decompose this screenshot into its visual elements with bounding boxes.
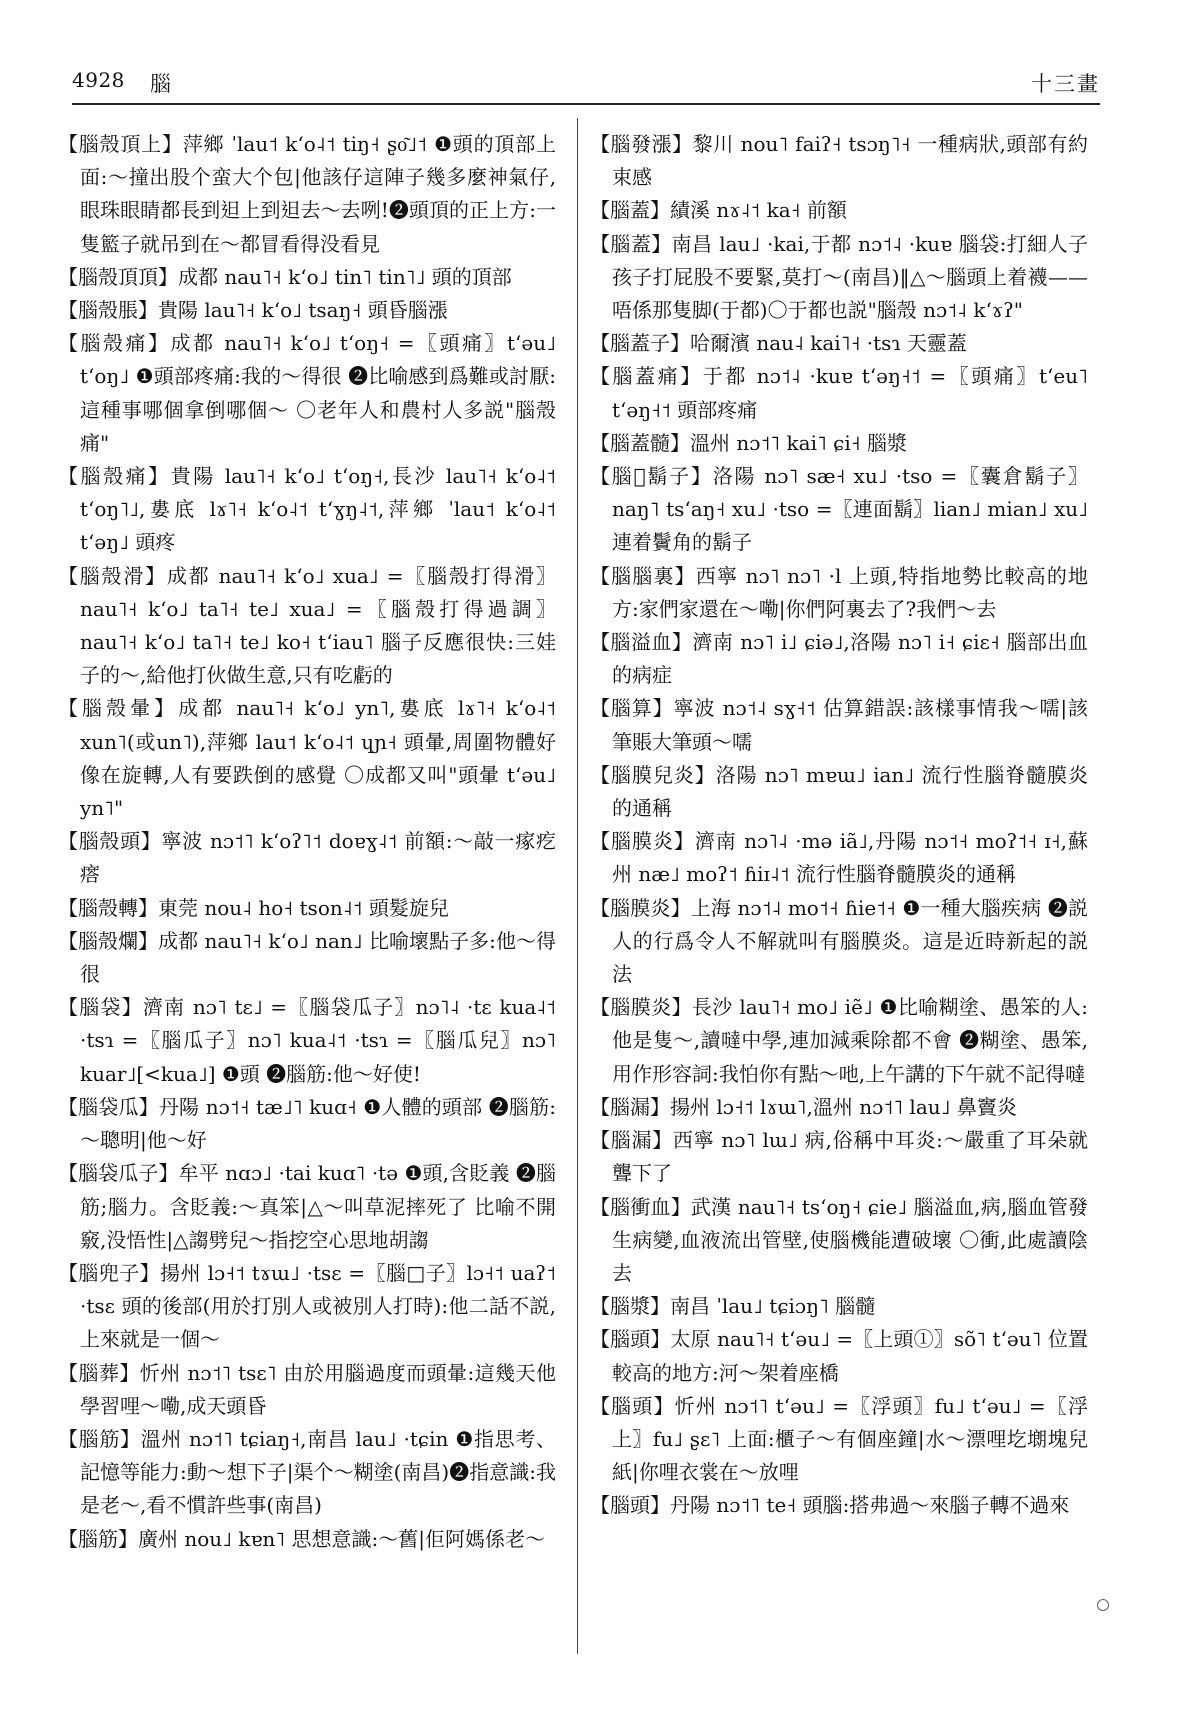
dictionary-entry: 【腦袋瓜子】牟平 nɑɔ˩ ·tai kuɑ˥ ·tə ❶頭,含貶義 ❷腦筋;腦力。含貶義:～真笨|△～叫草泥摔死了 比喻不開竅,没悟性|△謅劈兒～指挖空心思地胡謅 — [58, 1161, 556, 1252]
dictionary-entry: 【腦殼痛】貴陽 lau˥˧ kʻo˩ tʻoŋ˧,長沙 lau˥˧ kʻo˨˦ tʻoŋ˥˩,婁底 lɤ˥˧ kʻo˨˦ tʻɣŋ˨˦,萍鄉 ˈlau˦ kʻo˨˦ tʻəŋ˩ 頭疼 — [58, 464, 556, 555]
dictionary-entry: 【腦溢血】濟南 nɔ˥ i˩ ɕiə˩,洛陽 nɔ˥ i˧ ɕiɛ˧ 腦部出血的病症 — [590, 630, 1088, 688]
dictionary-entry: 【腦𩪏鬍子】洛陽 nɔ˥ sæ˧ xu˩ ·tso =〖囊倉鬍子〗naŋ˥ tsʻaŋ˧ xu˩ ·tso =〖連面鬍〗lian˩ mian˩ xu˩ 連着鬢角的鬍子 — [590, 464, 1088, 555]
dictionary-entry: 【腦殼滑】成都 nau˥˧ kʻo˩ xua˩ =〖腦殼打得滑〗nau˥˧ kʻo˩ ta˥˧ te˩ xua˩ =〖腦殼打得過調〗nau˥˧ kʻo˩ ta˥˧ te˩ ko˧ tʻiau˥ 腦子反應很快:三娃子的～,給他打伙做生意,只有吃虧的 — [58, 563, 556, 688]
dictionary-entry: 【腦筋】廣州 nou˩ kɐn˥ 思想意識:～舊|佢阿媽係老～ — [58, 1526, 546, 1551]
dictionary-entry: 【腦膜炎】長沙 lau˥˧ mo˩ iẽ˩ ❶比喻糊塗、愚笨的人:他是隻～,讀噠中學,連加減乘除都不會 ❷糊塗、愚笨,用作形容詞:我怕你有點～吔,上午講的下午就不記得噠 — [590, 995, 1088, 1086]
dictionary-entry: 【腦漿】南昌 ˈlau˩ tɕiɔŋ˥ 腦髓 — [590, 1294, 876, 1319]
page-number: 4928 — [72, 68, 125, 92]
stroke-count-section: 十三畫 — [1031, 72, 1100, 96]
print-mark-circle-icon — [1097, 1599, 1109, 1611]
dictionary-entry: 【腦蓋髓】溫州 nɔ˦˥ kai˥ ɕi˧ 腦漿 — [590, 430, 908, 455]
dictionary-entry: 【腦袋】濟南 nɔ˥ tɛ˩ =〖腦袋瓜子〗nɔ˥˨ ·tɛ kua˨˦ ·tsɿ =〖腦瓜子〗nɔ˥ kua˨˦ ·tsɿ =〖腦瓜兒〗nɔ˥ kuar˩[<kua˩] ❶頭 ❷腦筋:他～好使! — [58, 995, 556, 1086]
dictionary-entry: 【腦腦裏】西寧 nɔ˥ nɔ˥ ·l 上頭,特指地勢比較高的地方:家們家還在～嘞|你們阿裏去了?我們～去 — [590, 563, 1088, 621]
dictionary-entry: 【腦蓋】績溪 nɤ˨˦ ka˧ 前額 — [590, 198, 847, 223]
dictionary-entry: 【腦殼暈】成都 nau˥˧ kʻo˩ yn˥,婁底 lɤ˥˧ kʻo˨˦ xun˥(或un˥),萍鄉 lau˦ kʻo˨˦ ɥɲ˧ 頭暈,周圍物體好像在旋轉,人有要跌倒的感覺 〇成都又叫"頭暈 tʻəu˩ yn˥" — [58, 696, 556, 821]
dictionary-entry: 【腦頭】忻州 nɔ˦˥ tʻəu˩ =〖浮頭〗fu˩ tʻəu˩ =〖浮上〗fu˩ ʂɛ˥ 上面:櫃子～有個座鐘|水～漂哩圪㙟塊兒紙|你哩衣裳在～放哩 — [590, 1393, 1088, 1485]
dictionary-entry: 【腦發漲】黎川 nou˥ faiʔ˧ tsɔŋ˥˧ 一種病狀,頭部有約束感 — [590, 132, 1088, 190]
dictionary-entry: 【腦膜兒炎】洛陽 nɔ˥ mɐɯ˩ ian˩ 流行性腦脊髓膜炎的通稱 — [590, 762, 1088, 821]
dictionary-entry: 【腦膜炎】上海 nɔ˦˨ mo˦˧ ɦie˦˧ ❶一種大腦疾病 ❷説人的行爲令人不解就叫有腦膜炎。這是近時新起的説法 — [590, 895, 1088, 987]
dictionary-entry: 【腦算】寧波 nɔ˦˨ sɣ˧˦ 估算錯誤:該樣事情我～嚅|該筆賬大筆頭～嚅 — [590, 696, 1088, 754]
page-header — [72, 68, 1100, 104]
column-divider — [577, 118, 578, 1654]
dictionary-entry: 【腦衝血】武漢 nau˥˧ tsʻoŋ˧ ɕie˩ 腦溢血,病,腦血管發生病變,血液流出管壁,使腦機能遭破壞 〇衝,此處讀陰去 — [590, 1194, 1088, 1285]
dictionary-entry: 【腦漏】揚州 lɔ˧˦ lɤɯ˥,溫州 nɔ˦˥ lau˩ 鼻竇炎 — [590, 1094, 1017, 1119]
dictionary-entry: 【腦兜子】揚州 lɔ˧˦ tɤɯ˩ ·tsɛ =〖腦□子〗lɔ˧˦ uaʔ˦ ·tsɛ 頭的後部(用於打別人或被別人打時):他二話不説,上來就是一個～ — [58, 1260, 556, 1352]
right-column — [590, 128, 1088, 1523]
dictionary-entry: 【腦頭】太原 nau˥˧ tʻəu˩ =〖上頭①〗sõ˥ tʻəu˥ 位置較高的地方:河～架着座橋 — [590, 1327, 1088, 1385]
running-head-character: 腦 — [150, 72, 171, 96]
dictionary-entry: 【腦膜炎】濟南 nɔ˥˨ ·mə iã˩,丹陽 nɔ˦˧ moʔ˦˧ ɪ˧,蘇州 næ˩ moʔ˦ ɦiɪ˨˦ 流行性腦脊髓膜炎的通稱 — [590, 829, 1088, 887]
dictionary-entry: 【腦殼頂頂】成都 nau˥˧ kʻo˩ tin˥ tin˥˩ 頭的頂部 — [58, 264, 512, 289]
dictionary-entry: 【腦蓋子】哈爾濱 nau˨ kai˥˧ ·tsɿ 天靈蓋 — [590, 331, 967, 356]
dictionary-entry: 【腦殼爛】成都 nau˥˧ kʻo˩ nan˩ 比喻壞點子多:他～得很 — [58, 928, 556, 987]
dictionary-entry: 【腦殼痛】成都 nau˥˧ kʻo˩ tʻoŋ˧ =〖頭痛〗tʻəu˩ tʻoŋ˩ ❶頭部疼痛:我的～得很 ❷比喻感到爲難或討厭:這種事哪個拿倒哪個～ 〇老年人和農村人多説"腦殼痛" — [58, 331, 556, 455]
dictionary-entry: 【腦葬】忻州 nɔ˦˥ tsɛ˥ 由於用腦過度而頭暈:這幾天他學習哩～嘞,成天頭昏 — [58, 1360, 556, 1418]
dictionary-entry: 【腦筋】溫州 nɔ˦˥ tɕiaŋ˧,南昌 lau˩ ·tɕin ❶指思考、記憶等能力:動～想下子|渠个～糊塗(南昌)❷指意識:我是老～,看不慣許些事(南昌) — [58, 1426, 556, 1518]
dictionary-entry: 【腦袋瓜】丹陽 nɔ˦˧ tæ˩˥ kuɑ˧ ❶人體的頭部 ❷腦筋:～聰明|他～好 — [58, 1094, 556, 1153]
header-rule — [72, 103, 1100, 105]
dictionary-entry: 【腦蓋痛】于都 nɔ˦˨ ·kuɐ tʻəŋ˧˦ =〖頭痛〗tʻeu˥ tʻəŋ˧˦ 頭部疼痛 — [590, 364, 1088, 422]
left-column — [58, 128, 556, 1556]
dictionary-entry: 【腦頭】丹陽 nɔ˦˥ te˧ 頭腦:搭弗過～來腦子轉不過來 — [590, 1493, 1070, 1518]
dictionary-entry: 【腦殼脹】貴陽 lau˥˧ kʻo˩ tsaŋ˧ 頭昏腦漲 — [58, 298, 448, 323]
dictionary-entry: 【腦殼轉】東莞 nou˨ ho˧ tson˨˦ 頭髮旋兒 — [58, 895, 449, 920]
dictionary-entry: 【腦漏】西寧 nɔ˥ lɯ˩ 病,俗稱中耳炎:～嚴重了耳朵就聾下了 — [590, 1128, 1088, 1186]
dictionary-entry: 【腦殼頭】寧波 nɔ˦˥ kʻoʔ˥˦ doɐɣ˨˦ 前額:～敲一瘃疙瘩 — [58, 829, 556, 887]
dictionary-entry: 【腦殼頂上】萍鄉 ˈlau˦ kʻo˨˦ tiŋ˧ ʂo͂˩˦ ❶頭的頂部上面:～撞出股个蛮大个包|他該仔這陣子幾多麼神氣仔,眼珠眼睛都長到𨑨上到𨑨去～去咧!❷頭頂的正上方:一隻籃子就吊到在～都冒看得没看見 — [58, 132, 556, 256]
dictionary-entry: 【腦蓋】南昌 lau˩ ·kai,于都 nɔ˦˨ ·kuɐ 腦袋:打細人子孩子打屁股不要緊,莫打～(南昌)‖△～腦頭上着襪——唔係那隻脚(于都)〇于都也説"腦殼 nɔ˦˨ kʻɤʔ" — [590, 231, 1088, 323]
